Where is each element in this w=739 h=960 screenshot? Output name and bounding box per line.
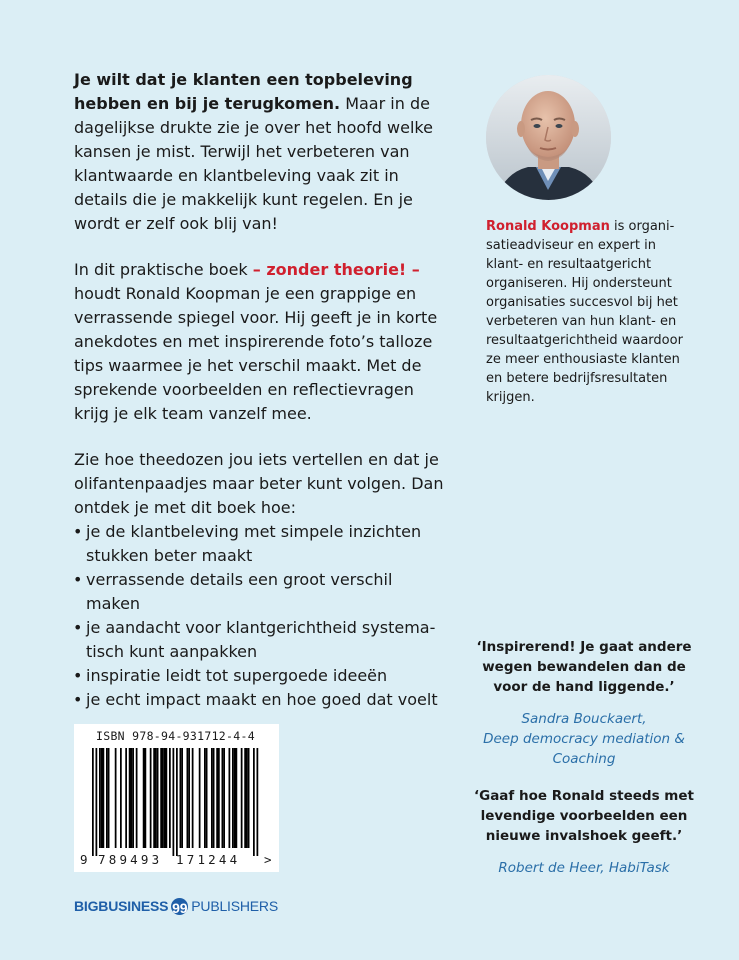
back-cover-text [74, 68, 444, 712]
barcode-arrow: > [264, 852, 272, 867]
quote-author [470, 709, 698, 769]
barcode-bar [145, 748, 147, 848]
book-paragraph-start: In dit praktische boek [74, 260, 253, 279]
barcode-bar [206, 748, 208, 848]
barcode-bar [180, 748, 182, 848]
barcode-bar [115, 748, 117, 848]
quote-author-line: Robert de Heer, HabiTask [498, 860, 670, 876]
quote-author [470, 858, 698, 878]
author-name: Ronald Koopman [486, 219, 610, 234]
barcode-bar [131, 748, 133, 848]
barcode-bar [160, 748, 162, 848]
publisher-name-bold: BIGBUSINESS [74, 898, 169, 914]
barcode-bar [125, 748, 127, 848]
barcode-bar [162, 748, 164, 848]
barcode-bar [222, 748, 224, 848]
barcode-bar [218, 748, 220, 848]
barcode-bar [187, 748, 189, 848]
barcode-bar [253, 748, 255, 856]
barcode-bar [199, 748, 201, 848]
barcode-bar [136, 748, 138, 848]
barcode-bar [120, 748, 122, 848]
author-photo [486, 75, 611, 200]
barcode-bar [96, 748, 98, 856]
barcode-bar [181, 748, 183, 848]
review-quote [470, 786, 698, 878]
barcode-bar [204, 748, 206, 848]
publisher-name: PUBLISHERS [191, 898, 278, 914]
barcode-bar [216, 748, 218, 848]
author-bio-text: is organisatieadviseur en expert in klant- en resultaatgericht organiseren. Hij ondersteunt organisaties succesvol bij het verbeteren van hun klant- en resultaatgerichtheid waardoor ze meer enthousiaste klanten en betere bedrijfsresultaten krijgen. [486, 219, 683, 405]
benefit-item: • je echt impact maakt en hoe goed dat voelt [74, 688, 444, 712]
quote-author-line: Sandra Bouckaert, [521, 711, 647, 727]
barcode-bar [244, 748, 246, 848]
intro-bold: Je wilt dat je klanten een topbeleving hebben en bij je terugkomen. [74, 70, 413, 113]
barcode-bar [157, 748, 159, 848]
barcode-lead-digit: 9 [80, 852, 88, 867]
quote-text: ‘Gaaf hoe Ronald steeds met levendige voorbeelden een nieuwe invalshoek geeft.’ [473, 788, 694, 844]
barcode-bar [234, 748, 236, 848]
isbn-label: ISBN 978-94-931712-4-4 [96, 729, 255, 743]
publisher-logo [74, 896, 278, 916]
barcode-bar [257, 748, 259, 856]
quote-author-line: Deep democracy mediation & Coaching [483, 731, 685, 767]
benefit-item: • verrassende details een groot verschil maken [74, 568, 444, 616]
learn-paragraph: Zie hoe theedozen jou iets vertellen en dat je olifantenpaadjes maar beter kunt volgen. Dan ontdek je met dit boek hoe: [74, 450, 444, 517]
barcode-bar [176, 748, 178, 856]
book-paragraph-rest: houdt Ronald Koopman je een grappige en verrassende spiegel voor. Hij geeft je in korte anekdotes en met inspirerende foto’s talloze tips waarmee je het verschil maakt. Met de sprekende voorbeelden en reflectievragen krijg je elk team vanzelf mee. [74, 284, 438, 423]
benefit-item: • je aandacht voor klantgerichtheid systematisch kunt aanpakken [74, 616, 444, 664]
isbn-barcode [74, 724, 279, 872]
barcode-left-digits: 789493 [98, 852, 163, 867]
barcode-bars [74, 724, 279, 872]
barcode-bar [164, 748, 166, 848]
benefit-list [74, 520, 444, 712]
book-paragraph [74, 258, 444, 426]
barcode-bar [153, 748, 155, 848]
intro-rest: Maar in de dagelijkse drukte zie je over het hoofd welke kansen je mist. Terwijl het verbeteren van klantwaarde en klantbeleving vaak zit in details die je makkelijk kunt regelen. En je wordt er zelf ook blij van! [74, 94, 433, 233]
barcode-bar [211, 748, 213, 848]
barcode-bar [173, 748, 175, 856]
barcode-bar [188, 748, 190, 848]
barcode-bar [132, 748, 134, 848]
barcode-bar [246, 748, 248, 848]
benefit-item: • je de klantbeleving met simpele inzichten stukken beter maakt [74, 520, 444, 568]
barcode-bar [192, 748, 194, 848]
intro-paragraph [74, 68, 444, 236]
barcode-bar [229, 748, 231, 848]
barcode-bar [92, 748, 94, 856]
barcode-bar [101, 748, 103, 848]
author-bio [486, 217, 696, 407]
barcode-bar [169, 748, 171, 848]
barcode-bar [108, 748, 110, 848]
barcode-right-digits: 171244 [176, 852, 241, 867]
barcode-digits [74, 852, 279, 868]
barcode-bar [232, 748, 234, 848]
quote-text: ‘Inspirerend! Je gaat andere wegen bewandelen dan de voor de hand liggende.’ [476, 639, 692, 695]
barcode-bar [213, 748, 215, 848]
barcode-bar [241, 748, 243, 848]
benefit-item: • inspiratie leidt tot supergoede ideeën [74, 664, 444, 688]
barcode-bar [155, 748, 157, 848]
no-theory-highlight: – zonder theorie! – [252, 260, 420, 279]
barcode-bar [248, 748, 250, 848]
barcode-bar [99, 748, 101, 848]
quote-mark-icon: 99 [172, 899, 188, 916]
barcode-bar [150, 748, 152, 848]
review-quote [470, 637, 698, 769]
barcode-bar [103, 748, 105, 848]
barcode-bar [143, 748, 145, 848]
barcode-bar [223, 748, 225, 848]
barcode-bar [236, 748, 238, 848]
barcode-bar [129, 748, 131, 848]
barcode-bar [166, 748, 168, 848]
barcode-bar [106, 748, 108, 848]
